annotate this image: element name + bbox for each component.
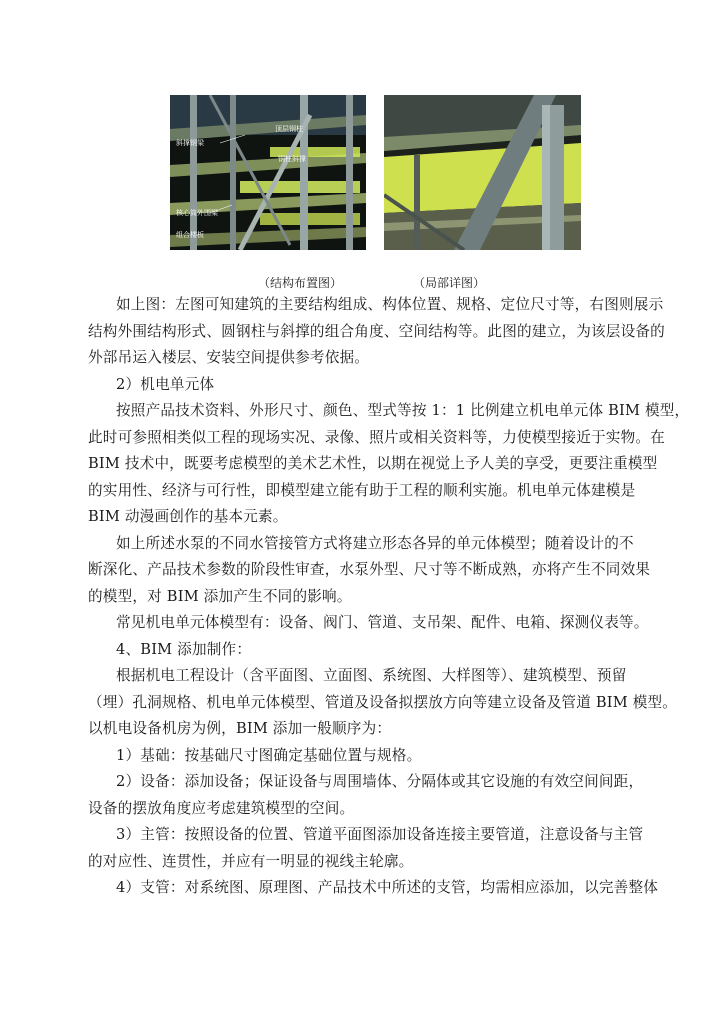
text-line: 的模型，对 BIM 添加产生不同的影响。 <box>88 587 352 605</box>
text-line: 按照产品技术资料、外形尺寸、颜色、型式等按 1：1 比例建立机电单元体 BIM 模型， <box>116 402 690 419</box>
label-composite-slab: 组合楼板 <box>176 231 204 239</box>
text-line: 如上图：左图可知建筑的主要结构组成、构体位置、规格、定位尺寸等，右图则展示 <box>116 296 664 313</box>
section-heading: 2）机电单元体 <box>116 375 215 393</box>
text-line: 根据机电工程设计（含平面图、立面图、系统图、大样图等）、建筑模型、预留 <box>116 667 627 684</box>
text-line: BIM 技术中，既要考虑模型的美术艺术性，以期在视觉上予人美的享受，更要注重模型 <box>88 455 658 472</box>
text-line: 4）支管：对系统图、原理图、产品技术中所述的支管，均需相应添加，以完善整体 <box>116 879 659 896</box>
text-line: 的实用性、经济与可行性，即模型建立能有助于工程的顺利实施。机电单元体建模是 <box>88 481 636 499</box>
figure-caption-right: （局部详图） <box>413 276 486 290</box>
label-top-column: 顶层钢柱 <box>275 125 303 133</box>
section-heading: 4、BIM 添加制作： <box>116 640 252 658</box>
text-line: 断深化、产品技术参数的阶段性审查，水泵外型、尺寸等不断成熟，亦将产生不同效果 <box>88 561 651 578</box>
text-line: 常见机电单元体模型有：设备、阀门、管道、支吊架、配件、电箱、探测仪表等。 <box>116 614 649 631</box>
label-brace-beam: 斜撑钢梁 <box>176 139 204 147</box>
local-detail-image <box>384 95 581 250</box>
label-column-brace: 钢柱斜撑 <box>278 155 306 163</box>
text-line: 以机电设备机房为例，BIM 添加一般顺序为： <box>88 720 392 737</box>
text-line: 如上所述水泵的不同水管接管方式将建立形态各异的单元体模型；随着设计的不 <box>116 534 634 552</box>
text-line: BIM 动漫画创作的基本元素。 <box>88 508 288 525</box>
text-line: 结构外围结构形式、圆钢柱与斜撑的组合角度、空间结构等。此图的建立，为该层设备的 <box>88 322 665 340</box>
figure-caption-left: （结构布置图） <box>258 276 343 290</box>
text-line: 外部吊运入楼层、安装空间提供参考依据。 <box>88 349 370 366</box>
text-line: 此时可参照相类似工程的现场实况、录像、照片或相关资料等，力使模型接近于实物。在 <box>88 428 665 446</box>
text-line: 的对应性、连贯性，并应有一明显的视线主轮廓。 <box>88 852 414 870</box>
text-line: 设备的摆放角度应考虑建筑模型的空间。 <box>88 799 355 817</box>
text-line: 3）主管：按照设备的位置、管道平面图添加设备连接主要管道，注意设备与主管 <box>116 826 644 843</box>
label-core-beam: 核心筒外围梁 <box>176 209 218 217</box>
text-line: 2）设备：添加设备；保证设备与周围墙体、分隔体或其它设施的有效空间间距， <box>116 773 644 790</box>
text-line: 1）基础：按基础尺寸图确定基础位置与规格。 <box>116 746 422 764</box>
body-text <box>88 292 690 902</box>
text-line: （埋）孔洞规格、机电单元体模型、管道及设备拟摆放方向等建立设备及管道 BIM 模型。 <box>88 693 678 711</box>
structure-layout-image <box>170 95 366 250</box>
